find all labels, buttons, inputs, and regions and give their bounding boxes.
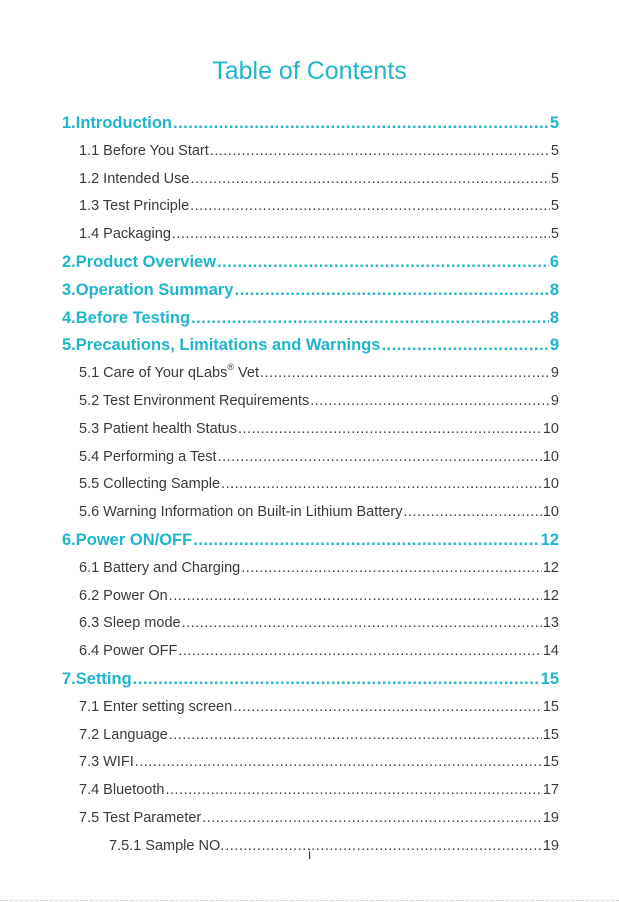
- toc-entry-label: [79, 166, 189, 194]
- toc-entry-label: [79, 583, 168, 611]
- toc-entry-title: 6.1 Battery and Charging: [79, 559, 241, 576]
- toc-entry-title: 7.1 Enter setting screen: [79, 698, 233, 715]
- toc-entry-page: 9: [550, 365, 559, 382]
- registered-mark: ®: [227, 362, 234, 373]
- toc-entry-page: 15: [542, 698, 559, 715]
- dot-leader: [234, 277, 548, 305]
- toc-entry[interactable]: [62, 193, 559, 221]
- dot-leader: [191, 305, 549, 333]
- toc-entry[interactable]: [62, 138, 559, 166]
- toc-entry[interactable]: [62, 583, 559, 611]
- toc-entry[interactable]: [62, 221, 559, 249]
- toc-entry-label: [79, 388, 309, 416]
- toc-entry-label: [62, 277, 233, 305]
- toc-entry-label: [79, 777, 164, 805]
- toc-entry[interactable]: [62, 416, 559, 444]
- toc-entry-label: [79, 138, 209, 166]
- toc-entry-title: 7.Setting: [62, 669, 132, 688]
- toc-entry[interactable]: [62, 638, 559, 666]
- toc-entry-title: 4.Before Testing: [62, 308, 191, 327]
- toc-entry-title: 6.Power ON/OFF: [62, 530, 193, 549]
- toc-entry[interactable]: [62, 666, 559, 694]
- page-number: i: [307, 846, 312, 862]
- dot-leader: [381, 332, 548, 360]
- toc-entry[interactable]: [62, 527, 559, 555]
- toc-entry-label: [62, 666, 132, 694]
- dot-leader: [169, 583, 542, 611]
- dot-leader: [190, 166, 549, 194]
- toc-entry-page: 10: [542, 504, 559, 521]
- toc-entry[interactable]: [62, 249, 559, 277]
- toc-entry-label: [79, 555, 240, 583]
- toc-entry[interactable]: [62, 360, 559, 388]
- toc-entry[interactable]: [62, 694, 559, 722]
- toc-entry-page: 12: [540, 530, 559, 549]
- toc-entry-title: 2.Product Overview: [62, 252, 217, 271]
- toc-entry-label: [79, 471, 220, 499]
- toc-entry-page: 10: [542, 448, 559, 465]
- dot-leader: [135, 749, 542, 777]
- toc-entry-page: 15: [542, 726, 559, 743]
- toc-entry-title: 1.4 Packaging: [79, 226, 171, 243]
- dot-leader: [238, 416, 542, 444]
- toc-entry-label: [79, 694, 232, 722]
- toc-entry[interactable]: [62, 305, 559, 333]
- toc-entry-label: [79, 444, 217, 472]
- dot-leader: [202, 805, 542, 833]
- toc-entry-title: 1.3 Test Principle: [79, 198, 190, 215]
- toc-entry-label: [79, 360, 259, 388]
- toc-entry-label: [79, 722, 168, 750]
- toc-entry-page: 14: [542, 643, 559, 660]
- table-of-contents: [62, 110, 559, 861]
- toc-entry-page: 12: [542, 559, 559, 576]
- toc-entry-title: 1.1 Before You Start: [79, 142, 209, 159]
- toc-entry-label: [62, 249, 216, 277]
- toc-entry-title: 6.3 Sleep mode: [79, 615, 181, 632]
- toc-entry-title: 5.4 Performing a Test: [79, 448, 217, 465]
- toc-entry-title: 7.3 WIFI: [79, 754, 134, 771]
- toc-entry[interactable]: [62, 555, 559, 583]
- toc-entry-page: 8: [549, 280, 559, 299]
- dot-leader: [190, 193, 550, 221]
- toc-entry-label: [79, 416, 237, 444]
- toc-entry-page: 13: [542, 615, 559, 632]
- dot-leader: [193, 527, 539, 555]
- toc-entry-page: 10: [542, 476, 559, 493]
- toc-entry-page: 8: [549, 308, 559, 327]
- toc-entry-page: 19: [542, 837, 559, 854]
- toc-entry[interactable]: [62, 110, 559, 138]
- toc-entry-label: [62, 110, 172, 138]
- dot-leader: [221, 471, 542, 499]
- toc-entry[interactable]: [62, 166, 559, 194]
- toc-entry-title: 1.2 Intended Use: [79, 170, 190, 187]
- toc-entry-page: 5: [550, 198, 559, 215]
- dot-leader: [217, 249, 549, 277]
- toc-entry-page: 5: [550, 226, 559, 243]
- dot-leader: [169, 722, 542, 750]
- toc-entry-label: [79, 638, 177, 666]
- toc-entry-label: [79, 610, 181, 638]
- toc-entry[interactable]: [62, 277, 559, 305]
- toc-entry[interactable]: [62, 444, 559, 472]
- toc-entry-title: 5.3 Patient health Status: [79, 420, 237, 437]
- toc-entry-page: 5: [549, 114, 559, 132]
- toc-entry-title: 1.Introduction: [62, 114, 172, 132]
- toc-entry-title: 7.2 Language: [79, 726, 168, 743]
- dot-leader: [403, 499, 541, 527]
- toc-entry-label: [79, 499, 402, 527]
- toc-entry-page: 10: [542, 420, 559, 437]
- toc-entry-label: [79, 193, 189, 221]
- toc-entry-label: [62, 305, 190, 333]
- toc-entry-page: 19: [542, 809, 559, 826]
- toc-entry-title: 6.4 Power OFF: [79, 643, 178, 660]
- toc-entry-label: [62, 332, 380, 360]
- dot-leader: [233, 694, 542, 722]
- dot-leader: [182, 610, 542, 638]
- toc-entry-title: 3.Operation Summary: [62, 280, 234, 299]
- dot-leader: [310, 388, 550, 416]
- toc-entry[interactable]: [62, 777, 559, 805]
- toc-entry-label: [79, 805, 201, 833]
- dot-leader: [133, 666, 540, 694]
- toc-entry-page: 5: [550, 142, 559, 159]
- toc-entry-label: [79, 749, 134, 777]
- toc-entry[interactable]: [62, 610, 559, 638]
- toc-entry-page: 5: [550, 170, 559, 187]
- toc-entry[interactable]: [62, 388, 559, 416]
- toc-entry-title: 5.6 Warning Information on Built-in Lithium Battery: [79, 504, 403, 521]
- toc-entry-title: 5.1 Care of Your qLabs: [79, 365, 228, 382]
- toc-entry-page: 17: [542, 782, 559, 799]
- toc-entry-title: 7.5.1 Sample NO.: [109, 837, 225, 854]
- toc-entry[interactable]: [62, 471, 559, 499]
- dot-leader: [165, 777, 541, 805]
- toc-entry-page: 9: [549, 336, 559, 355]
- page-title: Table of Contents: [212, 57, 407, 85]
- dot-leader: [241, 555, 542, 583]
- toc-entry-title-suffix: Vet: [233, 365, 259, 382]
- toc-entry-title: 7.5 Test Parameter: [79, 809, 202, 826]
- toc-entry[interactable]: [62, 805, 559, 833]
- toc-entry-page: 15: [542, 754, 559, 771]
- toc-entry-title: 5.Precautions, Limitations and Warnings: [62, 336, 381, 355]
- toc-entry-label: [62, 527, 192, 555]
- dot-leader: [172, 221, 550, 249]
- toc-entry-page: 12: [542, 587, 559, 604]
- toc-entry-page: 15: [540, 669, 559, 688]
- toc-entry-page: 9: [550, 392, 559, 409]
- toc-entry[interactable]: [62, 749, 559, 777]
- dot-leader: [178, 638, 542, 666]
- toc-entry[interactable]: [62, 499, 559, 527]
- toc-entry-title: 6.2 Power On: [79, 587, 168, 604]
- dot-leader: [218, 444, 542, 472]
- toc-entry[interactable]: [62, 332, 559, 360]
- toc-entry-title: 5.5 Collecting Sample: [79, 476, 221, 493]
- toc-entry-page: 6: [549, 252, 559, 271]
- toc-entry[interactable]: [62, 722, 559, 750]
- toc-entry-title: 5.2 Test Environment Requirements: [79, 392, 310, 409]
- dot-leader: [173, 110, 549, 138]
- toc-entry-title: 7.4 Bluetooth: [79, 782, 165, 799]
- dot-leader: [260, 360, 550, 388]
- toc-entry-label: [79, 221, 171, 249]
- dot-leader: [210, 138, 550, 166]
